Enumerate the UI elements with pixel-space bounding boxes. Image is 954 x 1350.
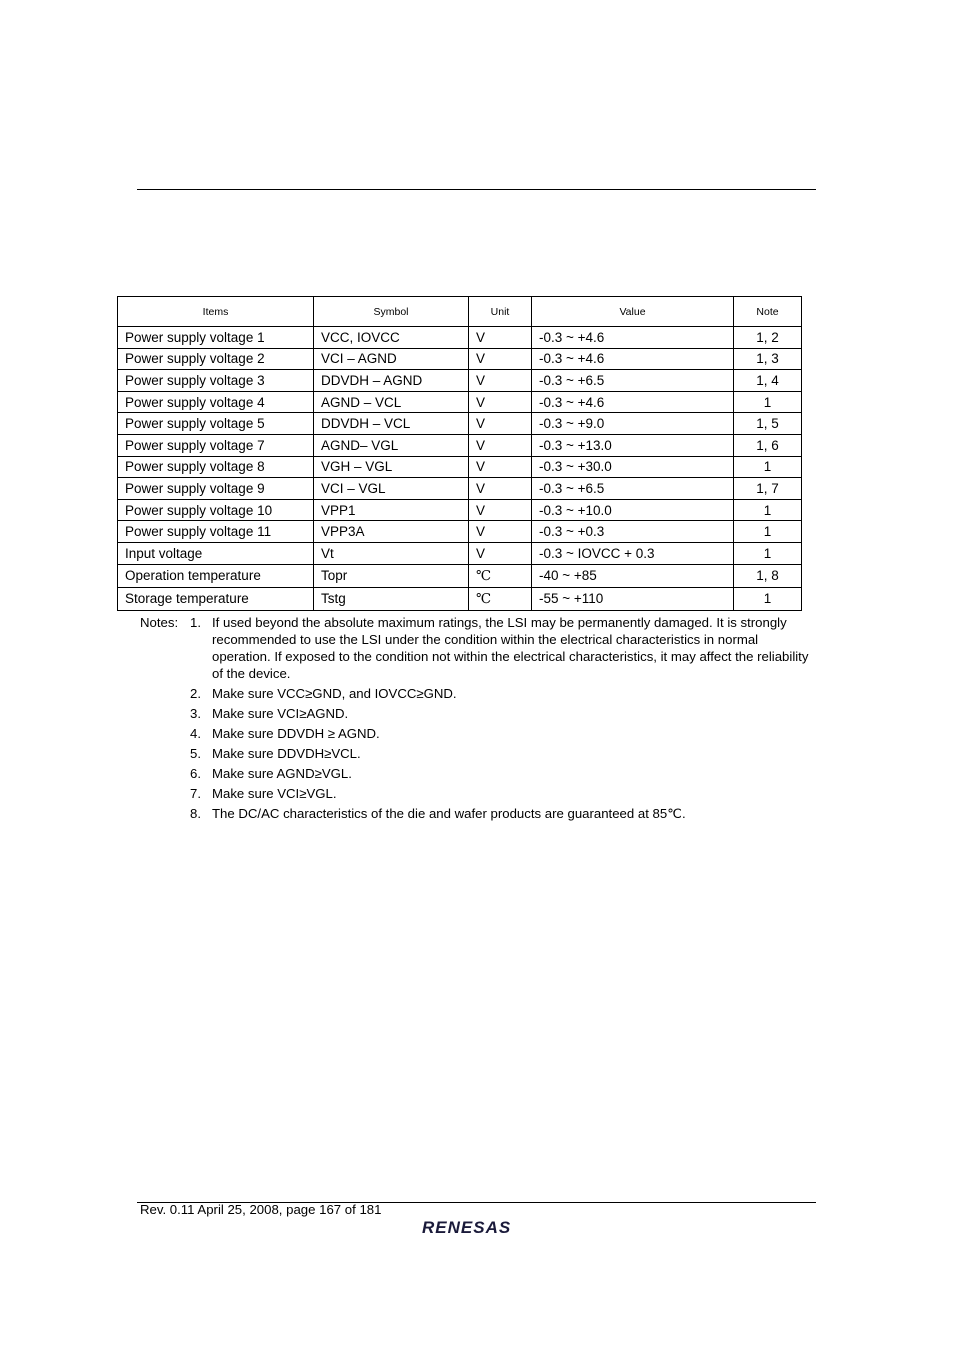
table-row (118, 370, 802, 392)
cell-symbol: VPP1 (314, 499, 469, 521)
cell-symbol: Topr (314, 564, 469, 587)
cell-note: 1, 3 (734, 348, 802, 370)
note-item (140, 745, 816, 762)
cell-item: Power supply voltage 7 (118, 434, 314, 456)
note-number: 8. (190, 806, 201, 821)
cell-symbol: VCC, IOVCC (314, 327, 469, 349)
cell-unit: V (469, 542, 532, 564)
note-item (140, 765, 816, 782)
table-row (118, 542, 802, 564)
note-item (140, 614, 816, 682)
cell-symbol: DDVDH – VCL (314, 413, 469, 435)
cell-symbol: VCI – VGL (314, 478, 469, 500)
cell-symbol: VPP3A (314, 521, 469, 543)
note-item (140, 705, 816, 722)
cell-item: Power supply voltage 2 (118, 348, 314, 370)
note-text: Make sure VCI≥VGL. (212, 786, 337, 801)
table-row (118, 499, 802, 521)
note-text: Make sure VCI≥AGND. (212, 706, 349, 721)
cell-note: 1, 6 (734, 434, 802, 456)
table-row (118, 478, 802, 500)
header-items: Items (118, 297, 314, 327)
table-header-row (118, 297, 802, 327)
cell-value: -0.3 ~ +9.0 (532, 413, 734, 435)
cell-note: 1 (734, 391, 802, 413)
cell-item: Power supply voltage 4 (118, 391, 314, 413)
cell-value: -0.3 ~ +10.0 (532, 499, 734, 521)
cell-item: Power supply voltage 1 (118, 327, 314, 349)
logo-text: RENESAS (422, 1218, 512, 1237)
page-footer: Rev. 0.11 April 25, 2008, page 167 of 181 (140, 1202, 382, 1217)
note-item (140, 805, 816, 822)
header-symbol: Symbol (314, 297, 469, 327)
cell-note: 1, 8 (734, 564, 802, 587)
cell-unit: V (469, 413, 532, 435)
table-row (118, 348, 802, 370)
note-text: Make sure DDVDH≥VCL. (212, 746, 361, 761)
table-row (118, 587, 802, 610)
note-item (140, 785, 816, 802)
cell-value: -0.3 ~ +4.6 (532, 391, 734, 413)
cell-note: 1, 4 (734, 370, 802, 392)
table-row (118, 391, 802, 413)
cell-value: -55 ~ +110 (532, 587, 734, 610)
cell-value: -0.3 ~ +30.0 (532, 456, 734, 478)
header-unit: Unit (469, 297, 532, 327)
cell-unit: V (469, 456, 532, 478)
cell-unit: V (469, 434, 532, 456)
cell-item: Power supply voltage 11 (118, 521, 314, 543)
note-number: 3. (190, 706, 201, 721)
cell-value: -0.3 ~ +6.5 (532, 478, 734, 500)
cell-value: -0.3 ~ +6.5 (532, 370, 734, 392)
cell-unit: V (469, 327, 532, 349)
note-number: 1. (190, 615, 201, 630)
cell-unit: V (469, 521, 532, 543)
table-row (118, 434, 802, 456)
note-text: The DC/AC characteristics of the die and wafer products are guaranteed at 85℃. (212, 806, 686, 821)
cell-unit: V (469, 348, 532, 370)
note-text: Make sure AGND≥VGL. (212, 766, 352, 781)
table-row (118, 456, 802, 478)
cell-note: 1 (734, 456, 802, 478)
cell-unit: V (469, 370, 532, 392)
cell-value: -0.3 ~ +13.0 (532, 434, 734, 456)
cell-item: Input voltage (118, 542, 314, 564)
note-number: 6. (190, 766, 201, 781)
note-item (140, 685, 816, 702)
cell-value: -0.3 ~ +0.3 (532, 521, 734, 543)
cell-unit: ℃ (469, 564, 532, 587)
header-value: Value (532, 297, 734, 327)
note-text: If used beyond the absolute maximum ratings, the LSI may be permanently damaged. It is strongly recommended to use the LSI under the condition within the electrical characteristics in normal operation. If exposed to the condition not within the electrical characteristics, it may affect the reliability of the device. (212, 615, 809, 681)
cell-value: -0.3 ~ +4.6 (532, 348, 734, 370)
cell-symbol: DDVDH – AGND (314, 370, 469, 392)
table-row (118, 413, 802, 435)
cell-symbol: AGND – VCL (314, 391, 469, 413)
cell-note: 1 (734, 542, 802, 564)
cell-unit: ℃ (469, 587, 532, 610)
cell-item: Power supply voltage 9 (118, 478, 314, 500)
cell-item: Power supply voltage 10 (118, 499, 314, 521)
table-row (118, 521, 802, 543)
cell-note: 1, 7 (734, 478, 802, 500)
note-number: 4. (190, 726, 201, 741)
cell-note: 1, 2 (734, 327, 802, 349)
table-row (118, 564, 802, 587)
note-text: Make sure VCC≥GND, and IOVCC≥GND. (212, 686, 457, 701)
cell-item: Storage temperature (118, 587, 314, 610)
note-text: Make sure DDVDH ≥ AGND. (212, 726, 380, 741)
table-row (118, 327, 802, 349)
note-number: 5. (190, 746, 201, 761)
renesas-logo (420, 1216, 534, 1238)
cell-symbol: AGND– VGL (314, 434, 469, 456)
cell-unit: V (469, 391, 532, 413)
absolute-max-ratings-table (117, 296, 802, 611)
notes-section (140, 614, 816, 825)
note-number: 2. (190, 686, 201, 701)
cell-item: Power supply voltage 3 (118, 370, 314, 392)
note-number: 7. (190, 786, 201, 801)
header-note: Note (734, 297, 802, 327)
note-item (140, 725, 816, 742)
cell-symbol: Vt (314, 542, 469, 564)
cell-symbol: Tstg (314, 587, 469, 610)
cell-value: -0.3 ~ +4.6 (532, 327, 734, 349)
cell-note: 1 (734, 521, 802, 543)
header-rule (137, 189, 816, 190)
cell-unit: V (469, 478, 532, 500)
cell-note: 1 (734, 499, 802, 521)
cell-unit: V (469, 499, 532, 521)
cell-item: Operation temperature (118, 564, 314, 587)
cell-item: Power supply voltage 8 (118, 456, 314, 478)
cell-note: 1 (734, 587, 802, 610)
cell-value: -0.3 ~ IOVCC + 0.3 (532, 542, 734, 564)
cell-item: Power supply voltage 5 (118, 413, 314, 435)
cell-value: -40 ~ +85 (532, 564, 734, 587)
cell-symbol: VCI – AGND (314, 348, 469, 370)
cell-symbol: VGH – VGL (314, 456, 469, 478)
cell-note: 1, 5 (734, 413, 802, 435)
notes-label: Notes: (140, 615, 179, 630)
